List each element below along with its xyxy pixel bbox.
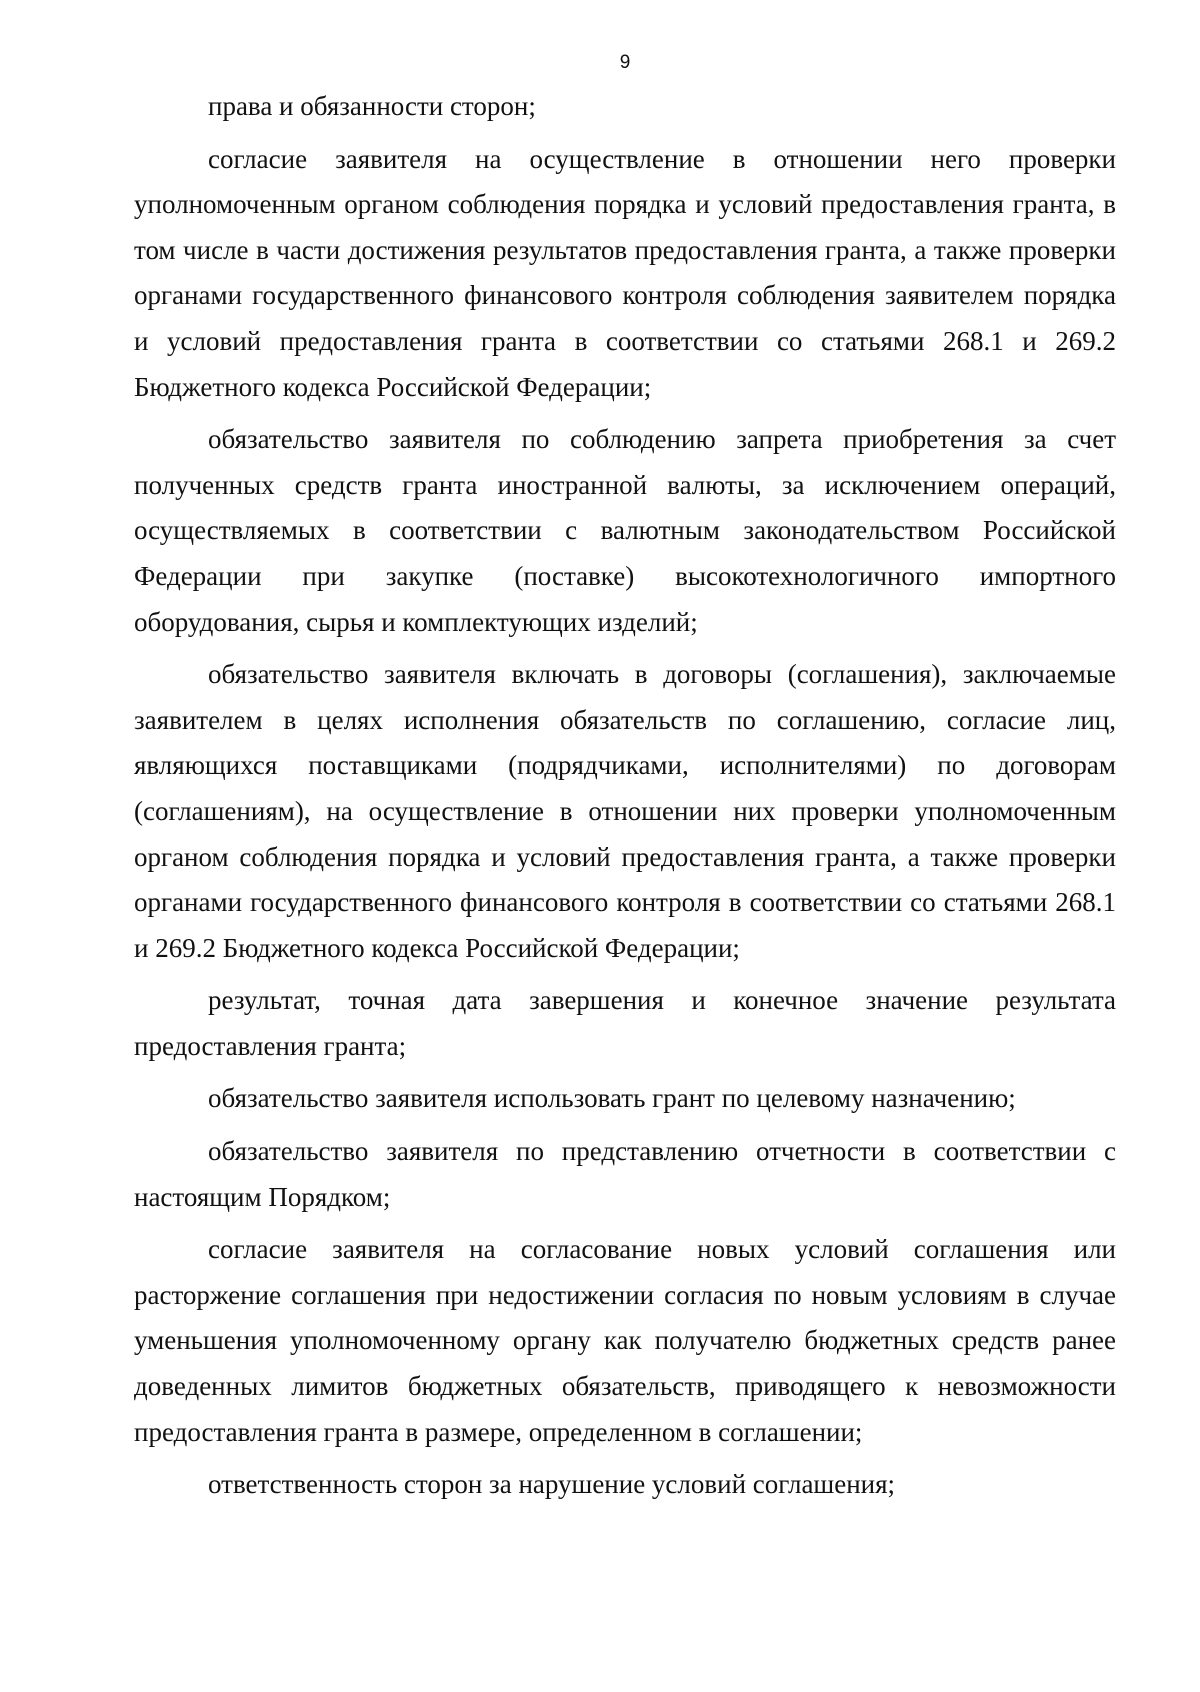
paragraph-contracts-consent: обязательство заявителя включать в договоры (соглашения), заключаемые заявителем в целях исполнения обязательств по соглашению, согласие лиц, являющихся поставщиками (подрядчиками, исполнителями) по договорам (соглашениям), на осуществление в отношении них проверки уполномоченным органом соблюдения порядка и условий предоставления гранта, а также проверки органами государственного финансового контроля в соответствии со статьями 268.1 и 269.2 Бюджетного кодекса Российской Федерации; <box>134 659 1116 963</box>
paragraph-rights-obligations: права и обязанности сторон; <box>208 91 536 121</box>
paragraph-currency-prohibition: обязательство заявителя по соблюдению запрета приобретения за счет полученных средств гранта иностранной валюты, за исключением операций, осуществляемых в соответствии с валютным законодательством Российской Федерации при закупке (поставке) высокотехнологичного импортного оборудования, сырья и комплектующих изделий; <box>134 424 1116 637</box>
page-number: 9 <box>619 52 631 73</box>
paragraph-consent-to-inspection: согласие заявителя на осуществление в отношении него проверки уполномоченным органом соблюдения порядка и условий предоставления гранта, в том числе в части достижения результатов предоставления гранта, а также проверки органами государственного финансового контроля соблюдения заявителем порядка и условий предоставления гранта в соответствии со статьями 268.1 и 269.2 Бюджетного кодекса Российской Федерации; <box>134 143 1116 402</box>
paragraph-result-date-value: результат, точная дата завершения и конечное значение результата предоставления гранта; <box>134 985 1116 1061</box>
paragraph-reporting: обязательство заявителя по представлению отчетности в соответствии с настоящим Порядком; <box>134 1136 1116 1212</box>
paragraph-intended-use: обязательство заявителя использовать грант по целевому назначению; <box>208 1083 1016 1114</box>
paragraph-new-conditions: согласие заявителя на согласование новых условий соглашения или расторжение соглашения при недостижении согласия по новым условиям в случае уменьшения уполномоченному органу как получателю бюджетных средств ранее доведенных лимитов бюджетных обязательств, приводящего к невозможности предоставления гранта в размере, определенном в соглашении; <box>134 1234 1116 1447</box>
document-body <box>134 84 1116 1508</box>
paragraph-liability: ответственность сторон за нарушение условий соглашения; <box>208 1469 896 1500</box>
